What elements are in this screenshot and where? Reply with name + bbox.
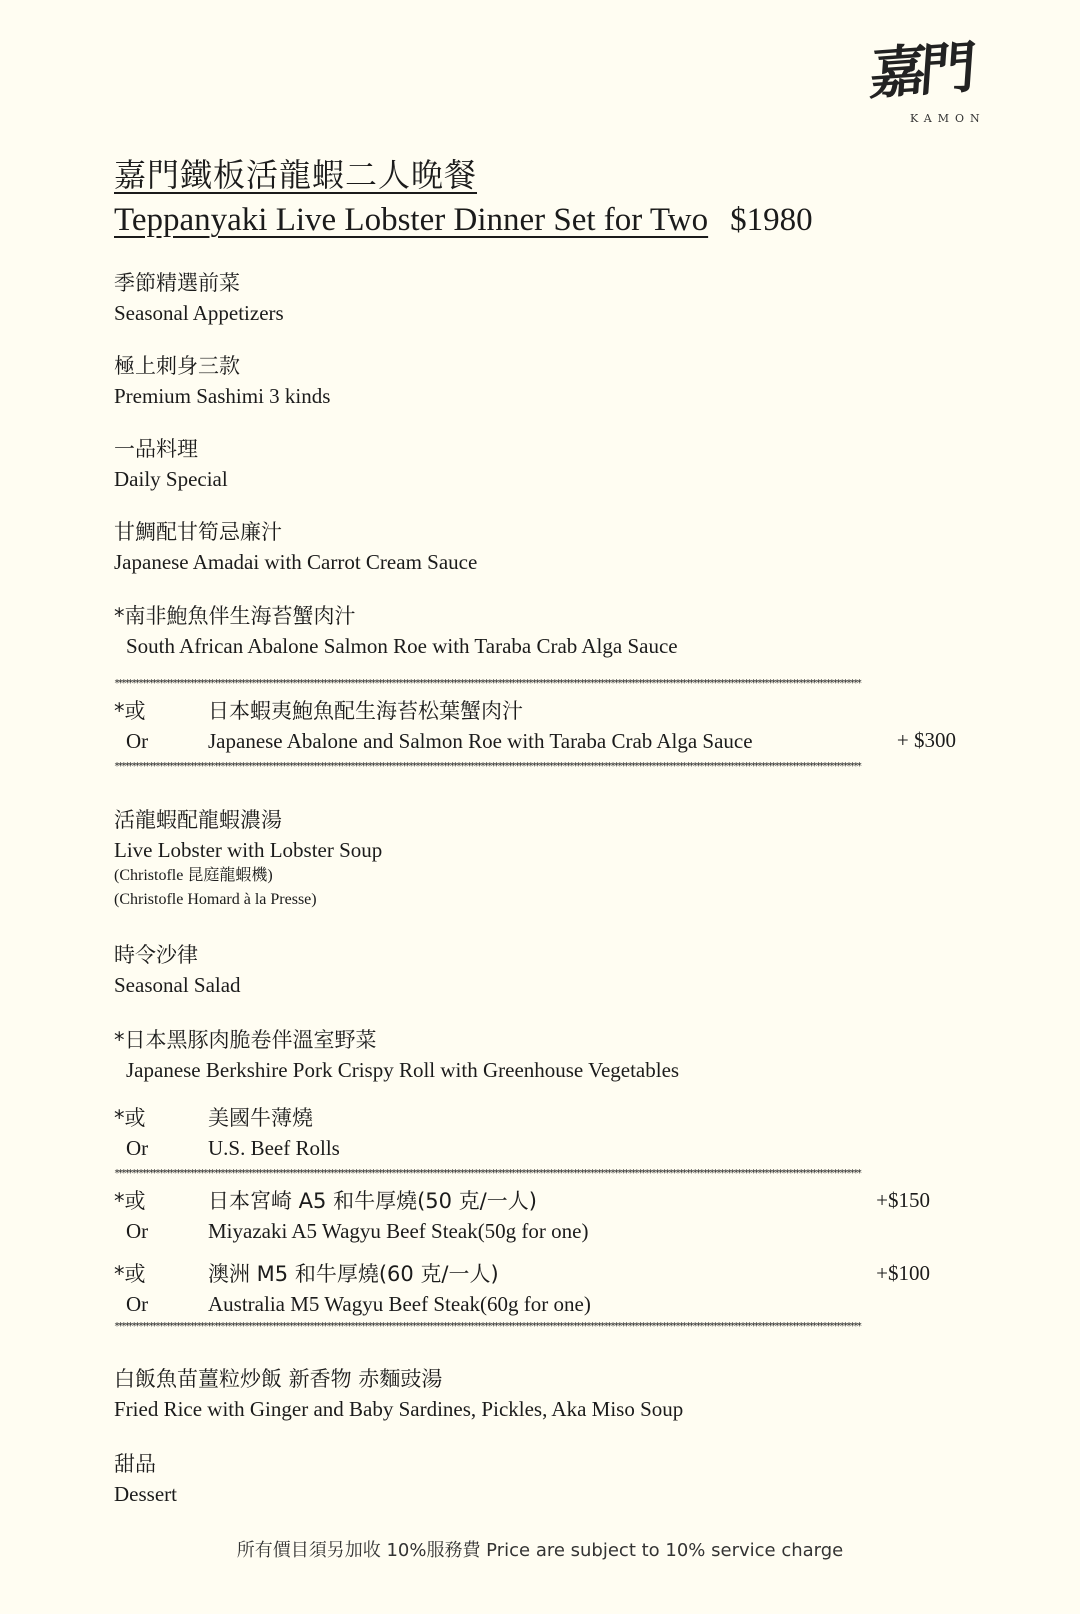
course-lobster [114,807,382,911]
set-price: $1980 [730,202,813,238]
course-zh: 一品料理 [114,437,198,461]
course-zh: 活龍蝦配龍蝦濃湯 [114,808,282,832]
course-en: South African Abalone Salmon Roe with Taraba Crab Alga Sauce [126,634,678,658]
course-zh: 季節精選前菜 [114,271,240,295]
option-or: Or [126,1292,149,1316]
course-appetizers [114,270,284,326]
option-en: Australia M5 Wagyu Beef Steak(60g for one) [208,1292,591,1316]
course-en: Fried Rice with Ginger and Baby Sardines, Pickles, Aka Miso Soup [114,1397,684,1421]
course-zh: 甘鯛配甘筍忌廉汁 [114,520,282,544]
option-price: + $300 [896,728,956,752]
option-mark: *或 [114,699,146,723]
option-price: +$100 [876,1261,930,1285]
divider: ************************************************************************************************************************************************************************************************************************** [114,762,860,772]
course-zh: *南非鮑魚伴生海苔蟹肉汁 [114,604,356,628]
course-en: Japanese Amadai with Carrot Cream Sauce [114,550,478,574]
course-zh: 時令沙律 [114,943,198,967]
course-en: Seasonal Salad [114,973,241,997]
course-rice [114,1366,683,1422]
option-or: Or [126,1219,149,1243]
course-daily-special [114,436,228,492]
course-en: Seasonal Appetizers [114,301,284,325]
course-abalone [114,603,678,659]
course-pork [114,1027,679,1083]
option-mark: *或 [114,1262,146,1286]
divider: ************************************************************************************************************************************************************************************************************************** [114,1322,860,1332]
course-amadai [114,519,477,575]
title-english: Teppanyaki Live Lobster Dinner Set for Two [114,202,709,238]
title-english-row [114,202,813,239]
divider: ************************************************************************************************************************************************************************************************************************** [114,1169,860,1179]
course-sashimi [114,353,330,409]
option-or: Or [126,1136,149,1160]
service-charge-note: 所有價目須另加收 10%服務費 Price are subject to 10% service charge [236,1540,844,1561]
course-en: Premium Sashimi 3 kinds [114,384,331,408]
course-en: Live Lobster with Lobster Soup [114,838,383,862]
option-zh: 日本蝦夷鮑魚配生海苔松葉蟹肉汁 [208,699,523,723]
course-note: (Christofle Homard à la Presse) [114,891,317,908]
option-en: Miyazaki A5 Wagyu Beef Steak(50g for one) [208,1219,589,1243]
option-zh: 日本宮崎 A5 和牛厚燒(50 克/一人) [208,1189,537,1213]
option-en: U.S. Beef Rolls [208,1136,340,1160]
kamon-logo [862,36,992,128]
course-salad [114,942,241,998]
course-en: Dessert [114,1482,177,1506]
option-mark: *或 [114,1189,146,1213]
option-zh: 澳洲 M5 和牛厚燒(60 克/一人) [208,1262,499,1286]
logo-mark: 嘉門 [867,34,973,108]
course-zh: 極上刺身三款 [114,354,240,378]
course-dessert [114,1451,177,1507]
option-mark: *或 [114,1106,146,1130]
option-or: Or [126,729,149,753]
option-price: +$150 [876,1188,930,1212]
course-zh: 白飯魚苗薑粒炒飯 新香物 赤麵豉湯 [114,1367,443,1391]
option-en: Japanese Abalone and Salmon Roe with Taraba Crab Alga Sauce [208,729,753,753]
course-zh: *日本黑豚肉脆卷伴溫室野菜 [114,1028,377,1052]
course-en: Daily Special [114,467,228,491]
course-en: Japanese Berkshire Pork Crispy Roll with Greenhouse Vegetables [126,1058,680,1082]
option-zh: 美國牛薄燒 [208,1106,313,1130]
course-note: (Christofle 昆庭龍蝦機) [114,867,273,884]
divider: ************************************************************************************************************************************************************************************************************************** [114,679,860,689]
title-chinese: 嘉門鐵板活龍蝦二人晚餐 [114,156,478,194]
logo-subtitle: KAMON [910,112,986,125]
course-zh: 甜品 [114,1452,156,1476]
